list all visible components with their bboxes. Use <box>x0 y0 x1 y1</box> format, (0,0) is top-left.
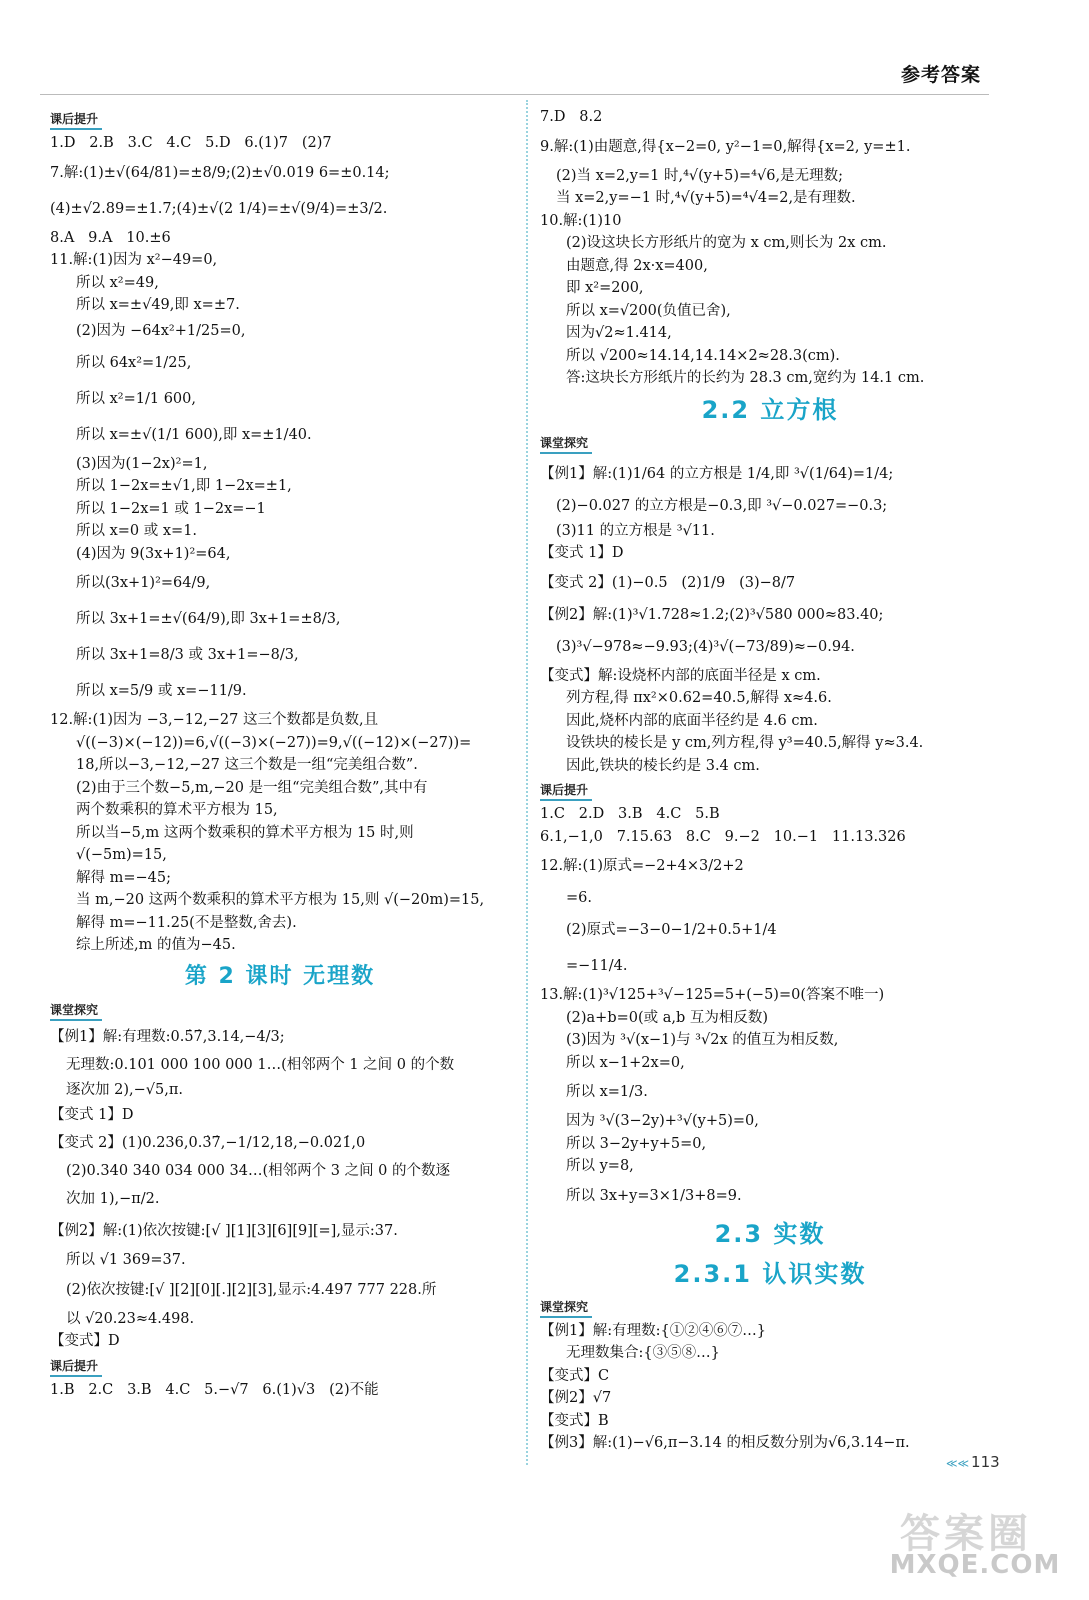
answer-line: 所以 64x²=1/25, <box>76 354 192 371</box>
answer-line: (2)0.340 340 034 000 34…(相邻两个 3 之间 0 的个数逐 <box>66 1163 451 1179</box>
answer-line: 解得 m=−11.25(不是整数,舍去). <box>76 914 297 931</box>
section-tag-row <box>540 777 1000 803</box>
answer-line: 6.1,−1,0 7.15.63 8.C 9.−2 10.−1 11.13.326 <box>540 828 906 845</box>
answer-line: 所以 x=±√(1/1 600),即 x=±1/40. <box>76 426 312 443</box>
section-tag-row <box>540 430 1000 456</box>
answer-line: 无理数集合:{③⑤⑧…} <box>566 1345 720 1361</box>
answer-line: 所以(3x+1)²=64/9, <box>76 575 211 591</box>
answer-line: 所以 1−2x=±√1,即 1−2x=±1, <box>76 478 292 494</box>
watermark-logo: 答案圈 <box>900 1511 1032 1557</box>
page-number <box>946 1453 1000 1471</box>
answer-line: 12.解:(1)因为 −3,−12,−27 这三个数都是负数,且 <box>50 712 379 728</box>
answer-line: 7.解:(1)±√(64/81)=±8/9;(2)±√0.019 6=±0.14; <box>50 164 390 181</box>
answer-line: (4)因为 9(3x+1)²=64, <box>76 545 231 562</box>
answer-line: (2)原式=−3−0−1/2+0.5+1/4 <box>566 922 777 938</box>
answer-line: 以 √20.23≈4.498. <box>66 1310 195 1327</box>
answer-line: =−11/4. <box>566 958 628 974</box>
answer-line: 所以 x=±√49,即 x=±7. <box>76 297 240 313</box>
answer-line: 【变式】D <box>50 1333 120 1349</box>
answer-line: 18,所以−3,−12,−27 这三个数是一组“完美组合数”. <box>76 757 418 773</box>
answer-line: (2)设这块长方形纸片的宽为 x cm,则长为 2x cm. <box>566 235 887 251</box>
page-header-title: 参考答案 <box>900 64 981 86</box>
answer-line: 所以 3x+1=8/3 或 3x+1=−8/3, <box>76 647 299 663</box>
answer-line: 所以 3−2y+y+5=0, <box>566 1135 707 1152</box>
answer-line: 因为 ³√(3−2y)+³√(y+5)=0, <box>566 1113 759 1129</box>
section-heading: 2.2 立方根 <box>701 395 839 424</box>
answer-line: 【变式 1】D <box>540 545 624 561</box>
answer-line: 所以 3x+y=3×1/3+8=9. <box>566 1187 742 1204</box>
section-heading: 2.3.1 认识实数 <box>673 1259 867 1288</box>
header-rule <box>40 94 989 95</box>
answer-line: 列方程,得 πx²×0.62=40.5,解得 x≈4.6. <box>566 690 832 706</box>
answer-line: 【变式】B <box>540 1412 609 1429</box>
page-arrows-icon: ≪≪ <box>946 1457 970 1470</box>
answer-line: 所以 √1 369=37. <box>66 1252 186 1268</box>
answer-line: 所以 1−2x=1 或 1−2x=−1 <box>76 500 266 517</box>
answer-line: 【变式 2】(1)−0.5 (2)1/9 (3)−8/7 <box>540 574 796 591</box>
answer-line: (3)³√−978≈−9.93;(4)³√(−73/89)≈−0.94. <box>556 638 855 655</box>
answer-line: 1.B 2.C 3.B 4.C 5.−√7 6.(1)√3 (2)不能 <box>50 1381 379 1398</box>
section-heading: 第 2 课时 无理数 <box>184 963 376 989</box>
answer-line: (3)11 的立方根是 ³√11. <box>556 522 715 539</box>
section-tag: 课后提升 <box>50 110 102 130</box>
answer-line: =6. <box>566 890 592 906</box>
answer-line: (2)当 x=2,y=1 时,⁴√(y+5)=⁴√6,是无理数; <box>556 167 843 184</box>
answer-line: 所以 √200≈14.14,14.14×2≈28.3(cm). <box>566 347 840 364</box>
answer-line: 答:这块长方形纸片的长约为 28.3 cm,宽约为 14.1 cm. <box>566 370 925 386</box>
section-heading: 2.3 实数 <box>714 1219 826 1248</box>
section-tag-row <box>50 106 510 132</box>
answer-line: (4)±√2.89=±1.7;(4)±√(2 1/4)=±√(9/4)=±3/2. <box>50 200 388 217</box>
answer-line: √((−3)×(−12))=6,√((−3)×(−27))=9,√((−12)×(−27))= <box>76 734 472 751</box>
answer-line: 所以 x²=49, <box>76 274 159 291</box>
section-tag: 课后提升 <box>50 1357 102 1377</box>
answer-line: 所以 x=1/3. <box>566 1084 648 1100</box>
answer-line: 因此,铁块的棱长约是 3.4 cm. <box>566 757 760 774</box>
answer-line: 10.解:(1)10 <box>540 212 622 229</box>
answer-line: 12.解:(1)原式=−2+4×3/2+2 <box>540 858 744 874</box>
answer-line: 由题意,得 2x·x=400, <box>566 257 708 274</box>
watermark <box>880 1500 1070 1590</box>
answer-line: 因为√2≈1.414, <box>566 325 672 341</box>
answer-line: 即 x²=200, <box>566 280 644 296</box>
answer-line: 所以 x−1+2x=0, <box>566 1054 685 1071</box>
answer-line: 当 m,−20 这两个数乘积的算术平方根为 15,则 √(−20m)=15, <box>76 892 485 908</box>
answer-line: 综上所述,m 的值为−45. <box>76 937 236 953</box>
answer-line: (2)a+b=0(或 a,b 互为相反数) <box>566 1009 769 1026</box>
answer-line: (2)因为 −64x²+1/25=0, <box>76 322 246 339</box>
section-tag-row <box>50 997 510 1023</box>
right-column <box>540 106 1000 1455</box>
answer-line: 所以 x=√200(负值已舍), <box>566 302 731 319</box>
answer-line: √(−5m)=15, <box>76 847 167 863</box>
answer-line: 9.解:(1)由题意,得{x−2=0, y²−1=0,解得{x=2, y=±1. <box>540 138 911 155</box>
answer-line: (2)−0.027 的立方根是−0.3,即 ³√−0.027=−0.3; <box>556 497 888 514</box>
answer-line: 【例2】解:(1)³√1.728≈1.2;(2)³√580 000≈83.40; <box>540 606 884 623</box>
answer-line: (2)依次按键:[√ ][2][0][.][2][3],显示:4.497 777 228.所 <box>66 1281 437 1298</box>
answer-line: 【变式】C <box>540 1367 610 1384</box>
answer-line: 【例3】解:(1)−√6,π−3.14 的相反数分别为√6,3.14−π. <box>540 1435 910 1451</box>
answer-line: 11.解:(1)因为 x²−49=0, <box>50 252 218 268</box>
section-tag: 课堂探究 <box>540 434 592 454</box>
answer-line: 所以 y=8, <box>566 1158 634 1174</box>
section-tag-row <box>50 1353 510 1379</box>
answer-line: (2)由于三个数−5,m,−20 是一组“完美组合数”,其中有 <box>76 779 428 796</box>
answer-line: 两个数乘积的算术平方根为 15, <box>76 802 278 818</box>
watermark-site: MXQE.COM <box>889 1550 1061 1580</box>
column-divider <box>526 100 528 1465</box>
answer-line: 所以 3x+1=±√(64/9),即 3x+1=±8/3, <box>76 611 341 627</box>
answer-line: 【变式 2】(1)0.236,0.3̇7̇,−1/12,18,−0.0̇21̇,0 <box>50 1135 366 1151</box>
answer-line: 【变式 1】D <box>50 1107 134 1123</box>
answer-line: 【例1】解:(1)1/64 的立方根是 1/4,即 ³√(1/64)=1/4; <box>540 465 894 482</box>
section-tag-row <box>540 1294 1000 1320</box>
answer-line: 【例2】√7 <box>540 1390 612 1406</box>
section-tag: 课后提升 <box>540 781 592 801</box>
answer-line: 当 x=2,y=−1 时,⁴√(y+5)=⁴√4=2,是有理数. <box>556 190 856 206</box>
section-tag: 课堂探究 <box>50 1001 102 1021</box>
answer-line: (3)因为(1−2x)²=1, <box>76 455 208 472</box>
answer-line: 【例1】解:有理数:{①②④⑥⑦…} <box>540 1322 766 1339</box>
answer-line: 所以 x²=1/1 600, <box>76 390 196 407</box>
section-tag: 课堂探究 <box>540 1298 592 1318</box>
answer-line: 因此,烧杯内部的底面半径约是 4.6 cm. <box>566 712 818 729</box>
answer-line: 解得 m=−45; <box>76 869 171 886</box>
answer-line: 所以 x=0 或 x=1. <box>76 523 198 539</box>
answer-line: 8.A 9.A 10.±6 <box>50 229 171 246</box>
answer-line: 设铁块的棱长是 y cm,列方程,得 y³=40.5,解得 y≈3.4. <box>566 735 924 751</box>
answer-line: 所以 x=5/9 或 x=−11/9. <box>76 683 247 699</box>
answer-line: 1.D 2.B 3.C 4.C 5.D 6.(1)7 (2)7 <box>50 135 332 151</box>
answer-line: 次加 1),−π/2. <box>66 1191 160 1207</box>
answer-line: 逐次加 2),−√5,π. <box>66 1081 183 1098</box>
answer-line: 1.C 2.D 3.B 4.C 5.B <box>540 806 720 822</box>
answer-line: 【例2】解:(1)依次按键:[√ ][1][3][6][9][=],显示:37. <box>50 1223 398 1239</box>
left-column <box>50 106 510 1401</box>
answer-line: 无理数:0.101 000 100 000 1…(相邻两个 1 之间 0 的个数 <box>66 1056 455 1073</box>
answer-line: 13.解:(1)³√125+³√−125=5+(−5)=0(答案不唯一) <box>540 987 885 1003</box>
answer-line: (3)因为 ³√(x−1)与 ³√2x 的值互为相反数, <box>566 1032 839 1048</box>
answer-line: 【变式】解:设烧杯内部的底面半径是 x cm. <box>540 667 821 684</box>
answer-line: 7.D 8.2 <box>540 109 603 125</box>
page-number-value: 113 <box>971 1453 1000 1471</box>
answer-line: 所以当−5,m 这两个数乘积的算术平方根为 15 时,则 <box>76 824 414 841</box>
answer-line: 【例1】解:有理数:0.5̇7̇,3.14,−4/3; <box>50 1028 285 1045</box>
